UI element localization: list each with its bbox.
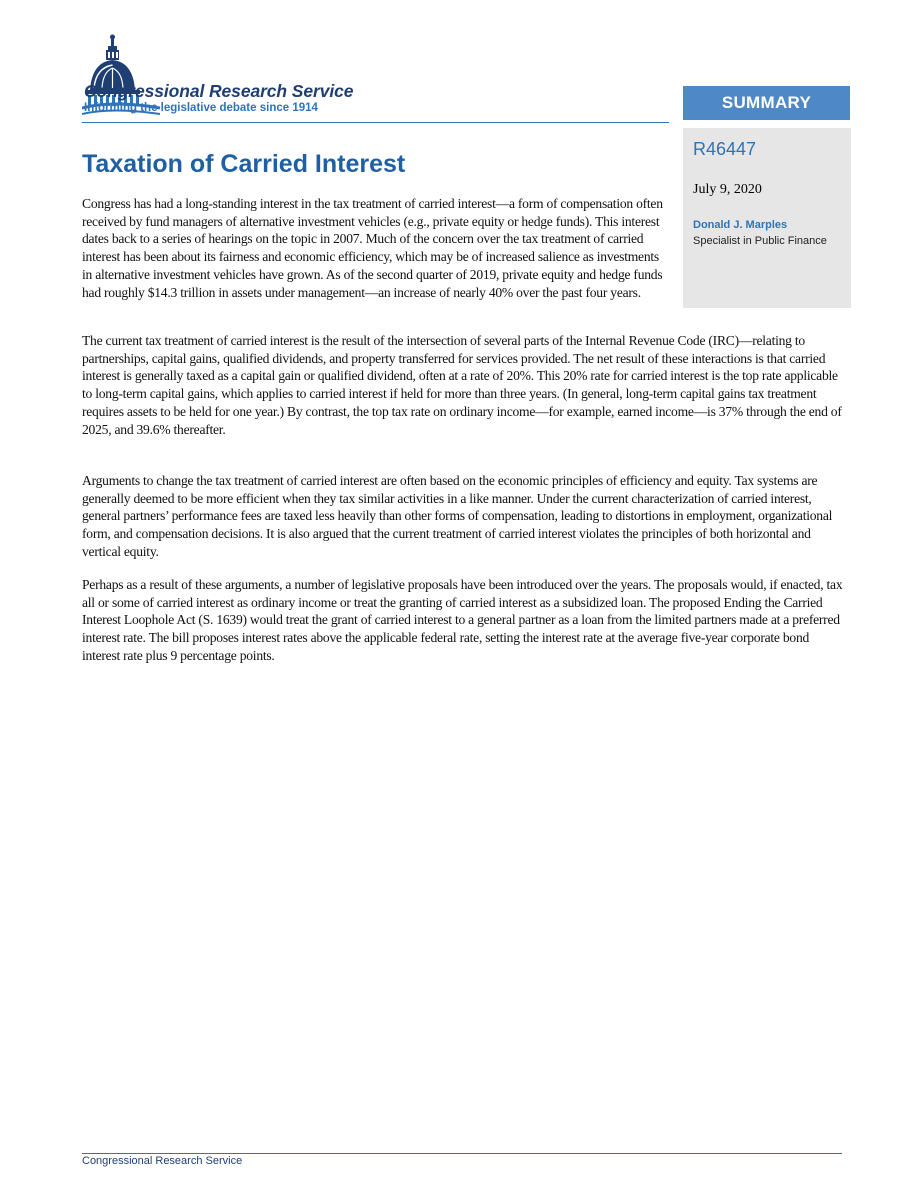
summary-paragraph-2: The current tax treatment of carried interest is the result of the intersection of several parts of the Internal Revenue Code (IRC)—relating to partnerships, capital gains, qualified dividends, and property transferred for services provided. The net result of these interactions is that carried interest is generally taxed as a capital gain or qualified dividend, often at a rate of 20%. This 20% rate for carried interest is the top rate applicable to long-term capital gains, which applies to carried interest if held for more than three years. (In general, long-term capital gains tax treatment requires assets to be held for one year.) By contrast, the top tax rate on ordinary income—for example, earned income—is 37% through the end of 2025, and 39.6% thereafter. <box>82 333 842 437</box>
author-name: Donald J. Marples <box>693 219 788 231</box>
summary-paragraph-3: Arguments to change the tax treatment of carried interest are often based on the economic principles of efficiency and equity. Tax systems are generally deemed to be more efficient when they tax similar activities in a like manner. Under the current characterization of carried interest, general partners’ performance fees are taxed less heavily than other forms of compensation, leading to distortions in employment, organizational form, and compensation decisions. It is also argued that the current treatment of carried interest violates the principles of both horizontal and vertical equity. <box>82 473 833 559</box>
author-title: Specialist in Public Finance <box>693 235 827 247</box>
summary-heading: SUMMARY <box>683 86 850 120</box>
org-name: Congressional Research Service <box>84 81 354 101</box>
summary-paragraph-1: Congress has had a long-standing interest in the tax treatment of carried interest—a form of compensation often received by fund managers of alternative investment vehicles (e.g., private equity or hedge funds). This interest dates back to a series of hearings on the topic in 2007. Much of the concern over the tax treatment of carried interest has been about its fairness and economic efficiency, which may be of increased salience as investments in alternative investment vehicles have grown. As of the second quarter of 2019, private equity and hedge funds had roughly $14.3 trillion in assets under management—an increase of nearly 40% over the past four years. <box>82 196 663 300</box>
org-tagline: Informing the legislative debate since 1914 <box>84 102 318 114</box>
footer-divider <box>82 1153 842 1154</box>
summary-paragraph-4: Perhaps as a result of these arguments, a number of legislative proposals have been introduced over the years. The proposals would, if enacted, tax all or some of carried interest as ordinary income or treat the granting of carried interest as a subsidized loan. The proposed Ending the Carried Interest Loophole Act (S. 1639) would treat the grant of carried interest to a general partner as a loan from the limited partners made at a preferred interest rate. The bill proposes interest rates above the applicable federal rate, setting the interest rate at the average five-year corporate bond interest rate plus 9 percentage points. <box>82 577 843 663</box>
header-divider <box>82 122 669 123</box>
report-number: R46447 <box>693 139 757 159</box>
document-title: Taxation of Carried Interest <box>82 150 406 178</box>
report-date: July 9, 2020 <box>693 182 762 197</box>
footer-org-name: Congressional Research Service <box>82 1155 243 1167</box>
